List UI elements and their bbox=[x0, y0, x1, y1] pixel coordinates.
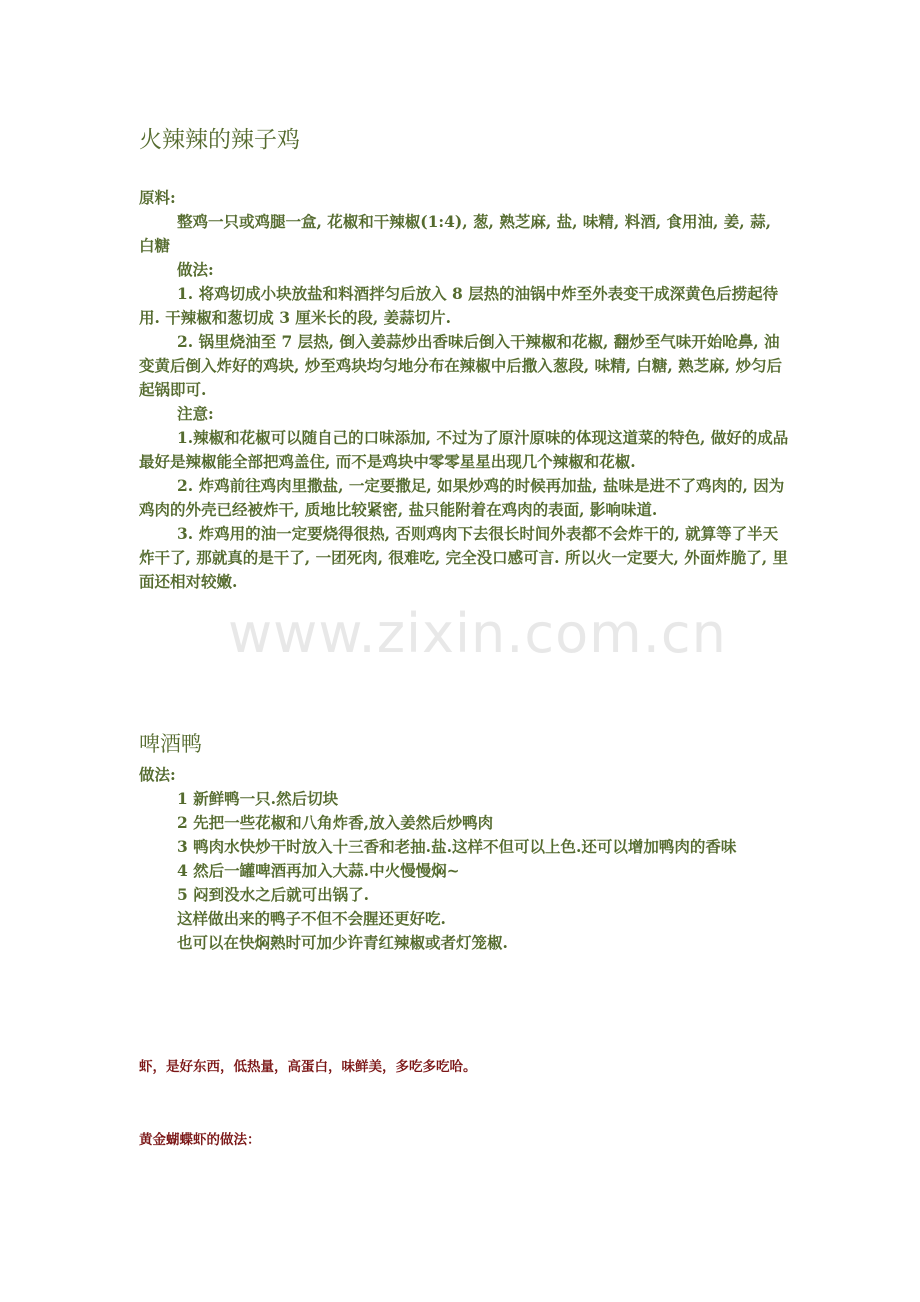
method-tip: 这样做出来的鸭子不但不会腥还更好吃. bbox=[177, 909, 446, 928]
shrimp-recipe-heading: 黄金蝴蝶虾的做法： bbox=[139, 1132, 261, 1148]
method-step: 3 鸭肉水快炒干时放入十三香和老抽.盐.这样不但可以上色.还可以增加鸭肉的香味 bbox=[177, 837, 737, 856]
method-step: 1 新鲜鸭一只.然后切块 bbox=[177, 789, 339, 808]
note-item: 1.辣椒和花椒可以随自己的口味添加, 不过为了原汁原味的体现这道菜的特色, 做好的成品最好是辣椒能全部把鸡盖住, 而不是鸡块中零零星星出现几个辣椒和花椒. bbox=[139, 428, 789, 471]
method-step: 5 闷到没水之后就可出锅了. bbox=[177, 885, 370, 904]
note-item: 3. 炸鸡用的油一定要烧得很热, 否则鸡肉下去很长时间外表都不会炸干的, 就算等了半天炸干了, 那就真的是干了, 一团死肉, 很难吃, 完全没口感可言. 所以火一定要大, 外面炸脆了, 里面还相对较嫩. bbox=[139, 524, 789, 591]
method-step: 4 然后一罐啤酒再加入大蒜.中火慢慢焖~ bbox=[177, 861, 460, 880]
method-step: 2 先把一些花椒和八角炸香,放入姜然后炒鸭肉 bbox=[177, 813, 494, 832]
recipe-title-beer-duck: 啤酒鸭 bbox=[139, 732, 202, 756]
method-tip: 也可以在快焖熟时可加少许青红辣椒或者灯笼椒. bbox=[177, 933, 508, 952]
recipe-body-spicy-chicken bbox=[139, 186, 789, 594]
notes-label: 注意: bbox=[177, 404, 214, 423]
ingredients-label: 原料: bbox=[139, 188, 176, 207]
shrimp-intro-text: 虾，是好东西，低热量，高蛋白，味鲜美，多吃多吃哈。 bbox=[139, 1059, 477, 1075]
recipe-title-spicy-chicken: 火辣辣的辣子鸡 bbox=[139, 127, 300, 153]
method-step: 1. 将鸡切成小块放盐和料酒拌匀后放入 8 层热的油锅中炸至外表变干成深黄色后捞起待用. 干辣椒和葱切成 3 厘米长的段, 姜蒜切片. bbox=[139, 284, 779, 327]
watermark: www.zixin.com.cn bbox=[228, 602, 727, 665]
note-item: 2. 炸鸡前往鸡肉里撒盐, 一定要撒足, 如果炒鸡的时候再加盐, 盐味是进不了鸡肉的, 因为鸡肉的外壳已经被炸干, 质地比较紧密, 盐只能附着在鸡肉的表面, 影响味道. bbox=[139, 476, 785, 519]
ingredients-text: 整鸡一只或鸡腿一盒, 花椒和干辣椒(1:4), 葱, 熟芝麻, 盐, 味精, 料酒, 食用油, 姜, 蒜, 白糖 bbox=[139, 212, 771, 255]
method-step: 2. 锅里烧油至 7 层热, 倒入姜蒜炒出香味后倒入干辣椒和花椒, 翻炒至气味开始呛鼻, 油变黄后倒入炸好的鸡块, 炒至鸡块均匀地分布在辣椒中后撒入葱段, 味精, 白糖, 熟芝麻, 炒匀后起锅即可. bbox=[139, 332, 782, 399]
recipe-body-beer-duck bbox=[139, 763, 789, 955]
method-label: 做法: bbox=[139, 765, 176, 784]
method-label: 做法: bbox=[177, 260, 214, 279]
